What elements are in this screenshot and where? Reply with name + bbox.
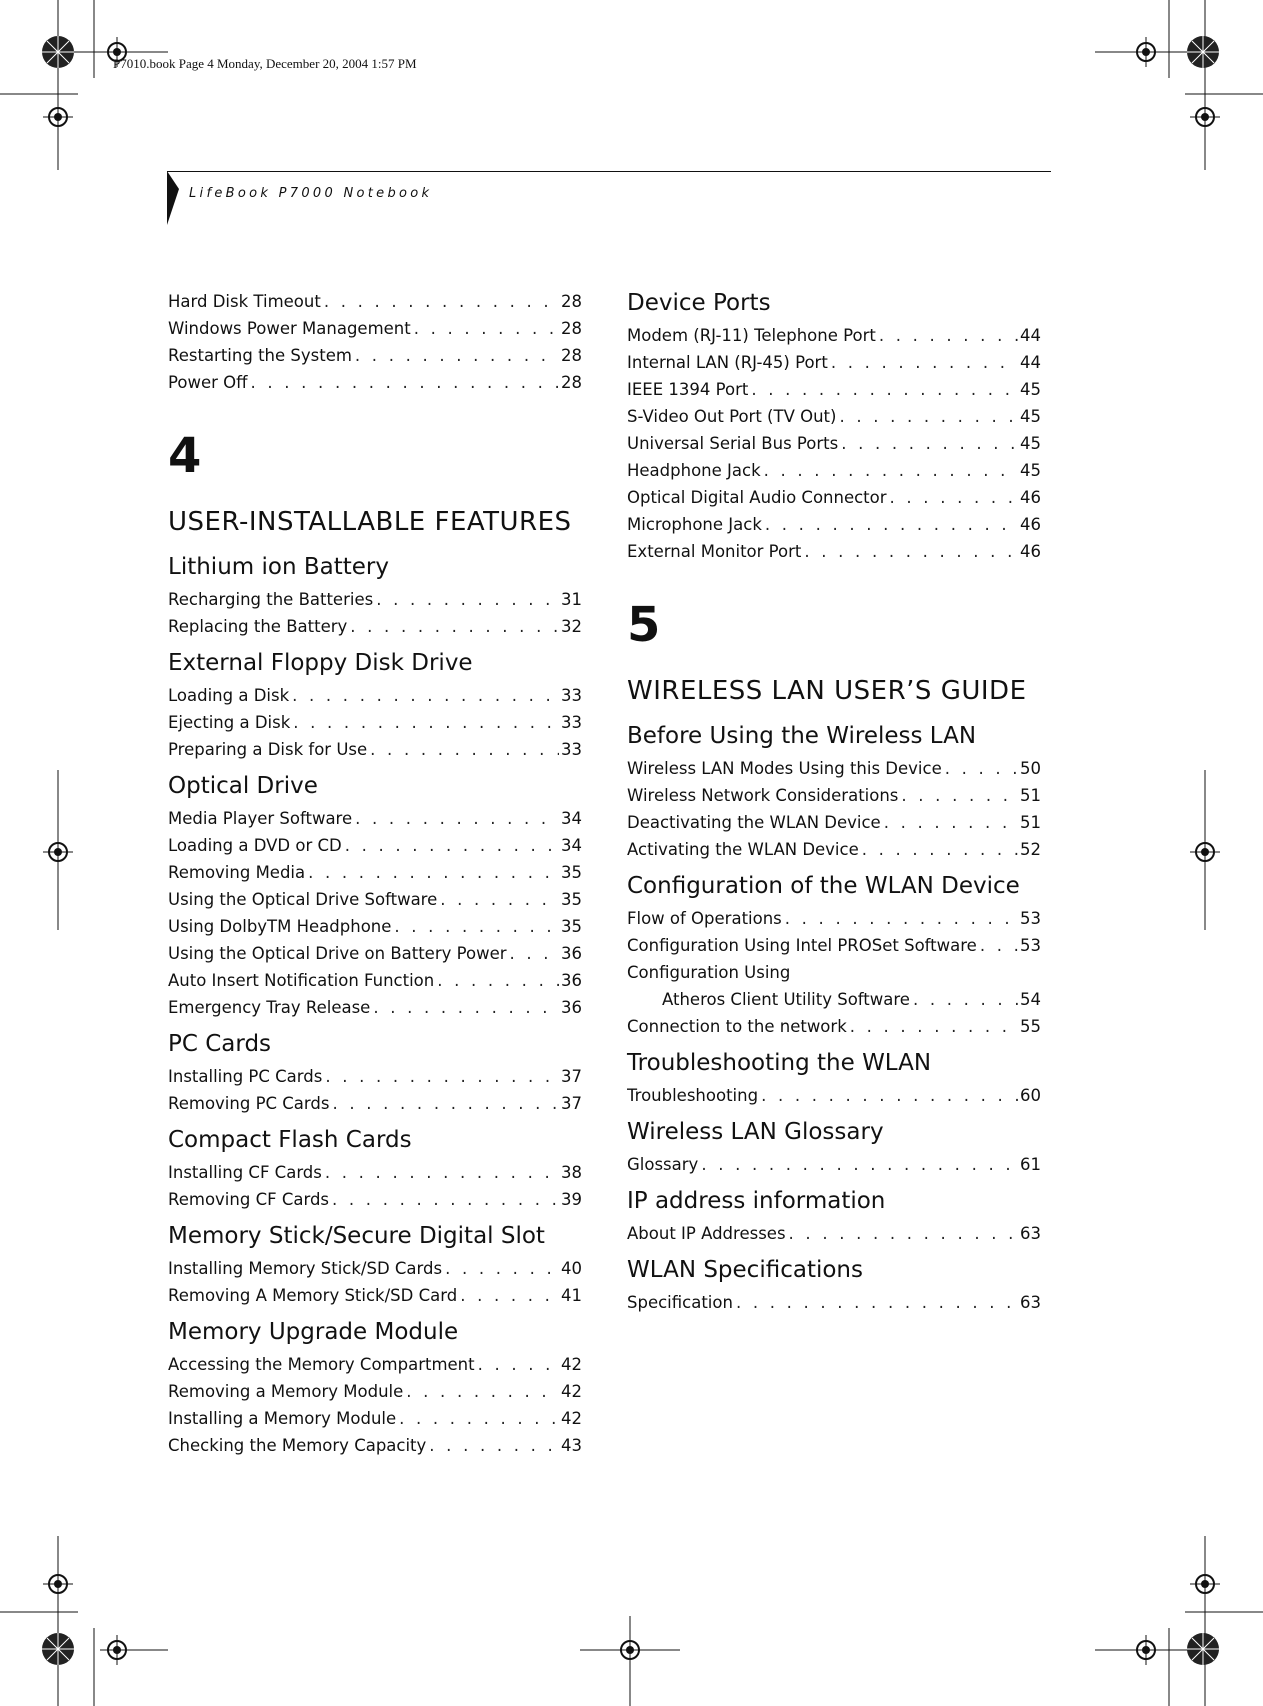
toc-entry-title: Installing CF Cards	[168, 1163, 322, 1182]
crosshair-mark-icon	[41, 100, 75, 134]
toc-entry-page: 53	[1020, 909, 1041, 928]
toc-entry-page: 51	[1020, 813, 1041, 832]
toc-entry-title: Power Off	[168, 373, 248, 392]
toc-entry-page: 28	[561, 319, 582, 338]
toc-leader-dots	[879, 322, 1018, 349]
toc-entry[interactable]	[627, 349, 1041, 376]
toc-leader-dots	[901, 782, 1018, 809]
toc-entry-page: 37	[561, 1067, 582, 1086]
toc-leader-dots	[394, 913, 559, 940]
toc-entry[interactable]	[627, 755, 1041, 782]
toc-entry-page: 53	[1020, 936, 1041, 955]
toc-entry[interactable]	[168, 288, 582, 315]
toc-entry[interactable]	[627, 1289, 1041, 1316]
toc-entry-page: 37	[561, 1094, 582, 1113]
toc-entry[interactable]	[168, 832, 582, 859]
toc-leader-dots	[376, 586, 559, 613]
toc-entry-page: 45	[1020, 434, 1041, 453]
toc-right-column	[627, 284, 1041, 1316]
toc-entry-title: Universal Serial Bus Ports	[627, 434, 839, 453]
toc-entry-page: 42	[561, 1382, 582, 1401]
toc-entry-title: Auto Insert Notification Function	[168, 971, 435, 990]
chapter-number: 5	[627, 597, 661, 653]
crosshair-mark-icon	[1129, 1633, 1163, 1667]
section-heading[interactable]: External Floppy Disk Drive	[168, 650, 473, 676]
toc-entry[interactable]	[627, 376, 1041, 403]
toc-entry-title: Wireless Network Considerations	[627, 786, 899, 805]
toc-leader-dots	[292, 682, 559, 709]
toc-entry-title: Using the Optical Drive on Battery Power	[168, 944, 507, 963]
toc-entry[interactable]	[168, 342, 582, 369]
toc-entry-page: 38	[561, 1163, 582, 1182]
toc-entry-title: S-Video Out Port (TV Out)	[627, 407, 837, 426]
registration-mark-icon	[41, 1632, 75, 1666]
running-head: LifeBook P7000 Notebook	[189, 186, 433, 201]
toc-entry-title: Media Player Software	[168, 809, 353, 828]
toc-entry-title: Internal LAN (RJ-45) Port	[627, 353, 828, 372]
toc-entry-page: 52	[1020, 840, 1041, 859]
toc-leader-dots	[429, 1432, 559, 1459]
toc-entry-title: About IP Addresses	[627, 1224, 786, 1243]
toc-entry[interactable]	[168, 1378, 582, 1405]
toc-leader-dots	[765, 511, 1018, 538]
toc-entry-title: External Monitor Port	[627, 542, 802, 561]
toc-entry-page: 50	[1020, 759, 1041, 778]
toc-entry-page: 42	[561, 1409, 582, 1428]
toc-leader-dots	[478, 1351, 559, 1378]
toc-entry-title: Accessing the Memory Compartment	[168, 1355, 475, 1374]
toc-entry-page: 36	[561, 944, 582, 963]
toc-entry[interactable]	[627, 1220, 1041, 1247]
toc-leader-dots	[831, 349, 1018, 376]
toc-entry[interactable]	[168, 967, 582, 994]
section-heading[interactable]: Wireless LAN Glossary	[627, 1119, 884, 1145]
toc-entry[interactable]	[168, 1255, 582, 1282]
toc-entry[interactable]	[168, 1282, 582, 1309]
toc-entry-title: Glossary	[627, 1155, 699, 1174]
section-heading[interactable]: WLAN Specifications	[627, 1257, 863, 1283]
toc-entry-title: Checking the Memory Capacity	[168, 1436, 427, 1455]
toc-entry-page: 33	[561, 686, 582, 705]
toc-entry[interactable]	[627, 484, 1041, 511]
toc-entry[interactable]	[168, 1186, 582, 1213]
section-heading[interactable]: Troubleshooting the WLAN	[627, 1050, 932, 1076]
toc-leader-dots	[355, 342, 559, 369]
toc-entry-title: Removing PC Cards	[168, 1094, 330, 1113]
toc-entry-page: 54	[1020, 990, 1041, 1009]
crosshair-mark-icon	[1188, 1567, 1222, 1601]
crosshair-mark-icon	[41, 835, 75, 869]
toc-entry[interactable]	[168, 805, 582, 832]
toc-entry[interactable]	[627, 403, 1041, 430]
toc-leader-dots	[841, 430, 1018, 457]
toc-leader-dots	[324, 288, 559, 315]
toc-entry[interactable]	[168, 1351, 582, 1378]
toc-entry-title: Configuration Using Intel PROSet Software	[627, 936, 977, 955]
toc-entry-page: 45	[1020, 407, 1041, 426]
toc-entry-page: 34	[561, 836, 582, 855]
chapter-number: 4	[168, 428, 202, 484]
toc-entry-title: Removing a Memory Module	[168, 1382, 404, 1401]
toc-entry-title: Installing a Memory Module	[168, 1409, 397, 1428]
toc-leader-dots	[345, 832, 559, 859]
section-heading[interactable]: IP address information	[627, 1188, 886, 1214]
toc-leader-dots	[701, 1151, 1018, 1178]
toc-entry[interactable]	[627, 1151, 1041, 1178]
toc-entry-page: 45	[1020, 461, 1041, 480]
toc-entry[interactable]	[168, 613, 582, 640]
toc-entry[interactable]	[168, 736, 582, 763]
toc-leader-dots	[890, 484, 1018, 511]
toc-entry-page: 31	[561, 590, 582, 609]
toc-leader-dots	[510, 940, 559, 967]
toc-entry-page: 63	[1020, 1293, 1041, 1312]
toc-entry[interactable]	[627, 905, 1041, 932]
toc-entry-title: Activating the WLAN Device	[627, 840, 859, 859]
header-rule	[167, 171, 1051, 172]
section-heading[interactable]: Memory Upgrade Module	[168, 1319, 459, 1345]
toc-entry-page: 44	[1020, 353, 1041, 372]
toc-entry-title: Specification	[627, 1293, 733, 1312]
toc-entry-title: Deactivating the WLAN Device	[627, 813, 881, 832]
toc-entry-page: 61	[1020, 1155, 1041, 1174]
toc-entry-page: 33	[561, 713, 582, 732]
toc-entry-page: 32	[561, 617, 582, 636]
toc-entry[interactable]	[168, 886, 582, 913]
toc-entry[interactable]	[168, 940, 582, 967]
section-heading[interactable]: Device Ports	[627, 290, 771, 316]
toc-leader-dots	[414, 315, 559, 342]
toc-leader-dots	[445, 1255, 559, 1282]
toc-entry-title: IEEE 1394 Port	[627, 380, 749, 399]
registration-mark-icon	[41, 35, 75, 69]
toc-entry-title: Troubleshooting	[627, 1086, 759, 1105]
toc-leader-dots	[751, 376, 1018, 403]
toc-entry-page: 35	[561, 863, 582, 882]
toc-entry-page: 46	[1020, 515, 1041, 534]
toc-entry[interactable]	[627, 932, 1041, 959]
toc-entry-title: Ejecting a Disk	[168, 713, 291, 732]
toc-entry-page: 39	[561, 1190, 582, 1209]
toc-entry-title: Emergency Tray Release	[168, 998, 371, 1017]
section-heading[interactable]: Memory Stick/Secure Digital Slot	[168, 1223, 545, 1249]
toc-entry-title: Microphone Jack	[627, 515, 762, 534]
toc-entry-title: Replacing the Battery	[168, 617, 348, 636]
toc-entry[interactable]	[168, 1432, 582, 1459]
toc-entry-title: Headphone Jack	[627, 461, 761, 480]
toc-entry[interactable]	[168, 315, 582, 342]
toc-entry-title: Installing PC Cards	[168, 1067, 323, 1086]
toc-leader-dots	[945, 755, 1018, 782]
toc-leader-dots	[293, 709, 559, 736]
toc-entry[interactable]	[168, 1063, 582, 1090]
toc-entry[interactable]	[168, 1159, 582, 1186]
crosshair-mark-icon	[100, 35, 134, 69]
toc-leader-dots	[789, 1220, 1018, 1247]
toc-entry-page: 46	[1020, 542, 1041, 561]
toc-entry[interactable]	[627, 1013, 1041, 1040]
toc-entry[interactable]	[627, 782, 1041, 809]
crosshair-mark-icon	[1188, 835, 1222, 869]
toc-entry-title: Flow of Operations	[627, 909, 782, 928]
toc-entry[interactable]	[168, 859, 582, 886]
toc-entry-page: 43	[561, 1436, 582, 1455]
registration-mark-icon	[1186, 35, 1220, 69]
chapter-title: USER-INSTALLABLE FEATURES	[168, 507, 572, 537]
toc-leader-dots	[862, 836, 1018, 863]
toc-entry-page: 35	[561, 890, 582, 909]
toc-entry-page: 36	[561, 971, 582, 990]
toc-leader-dots	[980, 932, 1018, 959]
toc-entry-page: 34	[561, 809, 582, 828]
toc-leader-dots	[355, 805, 559, 832]
toc-entry-title: Recharging the Batteries	[168, 590, 374, 609]
toc-entry-title: Installing Memory Stick/SD Cards	[168, 1259, 443, 1278]
toc-entry[interactable]	[627, 1082, 1041, 1109]
toc-leader-dots	[332, 1090, 559, 1117]
toc-entry-title: Removing Media	[168, 863, 306, 882]
toc-entry-page: 33	[561, 740, 582, 759]
toc-entry-page: 63	[1020, 1224, 1041, 1243]
toc-left-column	[168, 288, 582, 1459]
toc-leader-dots	[325, 1063, 559, 1090]
toc-leader-dots	[460, 1282, 559, 1309]
toc-entry[interactable]	[168, 1405, 582, 1432]
toc-entry-page: 45	[1020, 380, 1041, 399]
toc-leader-dots	[764, 457, 1018, 484]
toc-entry-page: 36	[561, 998, 582, 1017]
toc-entry-page: 28	[561, 292, 582, 311]
toc-entry[interactable]	[627, 538, 1041, 565]
toc-entry[interactable]	[627, 457, 1041, 484]
toc-entry-page: 60	[1020, 1086, 1041, 1105]
toc-top-entries	[168, 288, 582, 396]
toc-leader-dots	[440, 886, 559, 913]
toc-entry-page: 44	[1020, 326, 1041, 345]
header-tab-marker	[167, 171, 179, 225]
toc-entry-title: Wireless LAN Modes Using this Device	[627, 759, 942, 778]
toc-entry-page: 46	[1020, 488, 1041, 507]
section-heading[interactable]: Configuration of the WLAN Device	[627, 873, 1020, 899]
printer-slug: P7010.book Page 4 Monday, December 20, 2004 1:57 PM	[113, 56, 417, 71]
section-heading[interactable]: Lithium ion Battery	[168, 554, 389, 580]
toc-entry[interactable]	[168, 586, 582, 613]
toc-entry-title: Configuration Using	[627, 963, 791, 982]
toc-leader-dots	[785, 905, 1018, 932]
toc-leader-dots	[325, 1159, 559, 1186]
crosshair-mark-icon	[1188, 100, 1222, 134]
toc-entry-title-continued: Atheros Client Utility Software	[662, 990, 910, 1009]
toc-leader-dots	[332, 1186, 559, 1213]
toc-entry-page: 35	[561, 917, 582, 936]
crosshair-mark-icon	[100, 1633, 134, 1667]
toc-entry-title: Using DolbyTM Headphone	[168, 917, 392, 936]
toc-leader-dots	[804, 538, 1018, 565]
toc-leader-dots	[839, 403, 1018, 430]
toc-entry[interactable]	[168, 682, 582, 709]
toc-leader-dots	[884, 809, 1018, 836]
section-heading[interactable]: Compact Flash Cards	[168, 1127, 412, 1153]
toc-entry-title: Removing CF Cards	[168, 1190, 330, 1209]
toc-entry-page: 41	[561, 1286, 582, 1305]
toc-entry-title: Connection to the network	[627, 1017, 847, 1036]
toc-leader-dots	[761, 1082, 1018, 1109]
toc-leader-dots	[251, 369, 560, 396]
toc-leader-dots	[373, 994, 559, 1021]
toc-entry-title: Removing A Memory Stick/SD Card	[168, 1286, 458, 1305]
toc-entry-page: 42	[561, 1355, 582, 1374]
toc-entry-title: Optical Digital Audio Connector	[627, 488, 887, 507]
toc-leader-dots	[913, 986, 1018, 1013]
toc-entry[interactable]	[627, 809, 1041, 836]
toc-entry-title: Hard Disk Timeout	[168, 292, 321, 311]
toc-leader-dots	[370, 736, 559, 763]
toc-entry[interactable]	[168, 994, 582, 1021]
toc-entry-title: Restarting the System	[168, 346, 352, 365]
toc-entry[interactable]	[168, 369, 582, 396]
crosshair-mark-icon	[613, 1633, 647, 1667]
toc-leader-dots	[406, 1378, 559, 1405]
toc-entry[interactable]	[168, 913, 582, 940]
toc-entry-page: 40	[561, 1259, 582, 1278]
toc-entry-title: Loading a Disk	[168, 686, 290, 705]
section-heading[interactable]: Before Using the Wireless LAN	[627, 723, 977, 749]
toc-entry-title: Windows Power Management	[168, 319, 411, 338]
toc-entry-page: 55	[1020, 1017, 1041, 1036]
toc-entry[interactable]	[627, 959, 1041, 1013]
toc-entry[interactable]	[168, 709, 582, 736]
registration-mark-icon	[1186, 1632, 1220, 1666]
toc-entry[interactable]	[627, 836, 1041, 863]
crosshair-mark-icon	[41, 1567, 75, 1601]
toc-entry[interactable]	[168, 1090, 582, 1117]
toc-entry-page: 28	[561, 346, 582, 365]
toc-entry[interactable]	[627, 511, 1041, 538]
toc-leader-dots	[350, 613, 559, 640]
toc-leader-dots	[308, 859, 559, 886]
crosshair-mark-icon	[1129, 35, 1163, 69]
toc-leader-dots	[850, 1013, 1018, 1040]
toc-leader-dots	[399, 1405, 559, 1432]
toc-entry-title: Loading a DVD or CD	[168, 836, 342, 855]
toc-entry[interactable]	[627, 430, 1041, 457]
toc-entry[interactable]	[627, 322, 1041, 349]
section-heading[interactable]: Optical Drive	[168, 773, 318, 799]
toc-entry-title: Using the Optical Drive Software	[168, 890, 438, 909]
toc-entry-title: Preparing a Disk for Use	[168, 740, 368, 759]
toc-entry-page: 28	[561, 373, 582, 392]
chapter-title: WIRELESS LAN USER’S GUIDE	[627, 676, 1027, 706]
toc-leader-dots	[736, 1289, 1018, 1316]
toc-leader-dots	[437, 967, 559, 994]
section-heading[interactable]: PC Cards	[168, 1031, 272, 1057]
toc-entry-title: Modem (RJ-11) Telephone Port	[627, 326, 876, 345]
toc-entry-page: 51	[1020, 786, 1041, 805]
